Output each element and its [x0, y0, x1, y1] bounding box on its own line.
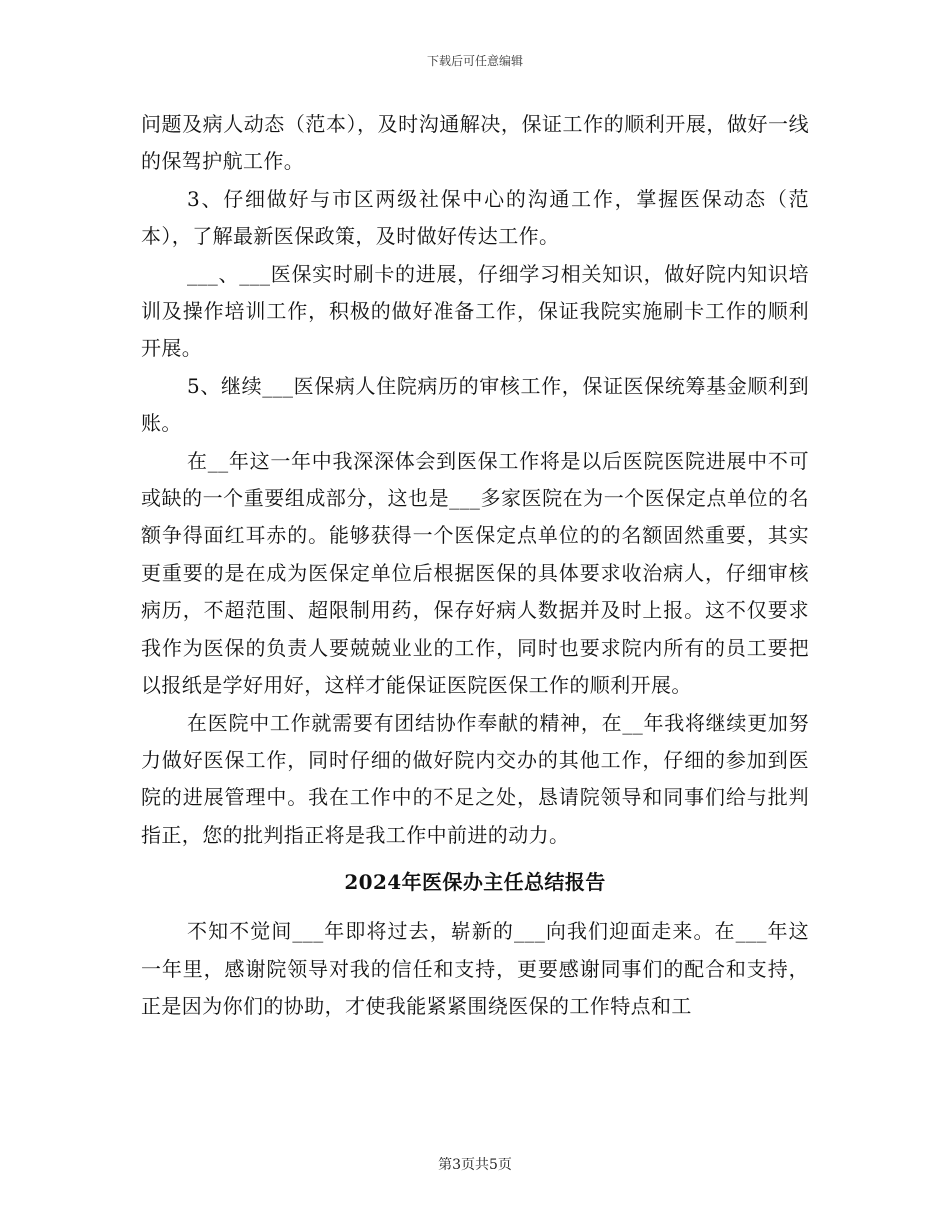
paragraph-4: 5、继续___医保病人住院病历的审核工作，保证医保统筹基金顺利到账。	[141, 373, 809, 436]
paragraph-7: 不知不觉间___年即将过去，崭新的___向我们迎面走来。在___年这一年里，感谢院领导对我的信任和支持，更要感谢同事们的配合和支持，正是因为你们的协助，才使我能紧紧围绕医保的工作特点和工	[141, 919, 809, 1018]
paragraph-6: 在医院中工作就需要有团结协作奉献的精神，在__年我将继续更加努力做好医保工作，同时仔细的做好院内交办的其他工作，仔细的参加到医院的进展管理中。我在工作中的不足之处，恳请院领导和同事们给与批判指正，您的批判指正将是我工作中前进的动力。	[141, 710, 809, 847]
paragraph-2: 3、仔细做好与市区两级社保中心的沟通工作，掌握医保动态（范本），了解最新医保政策，及时做好传达工作。	[141, 186, 809, 249]
paragraph-1: 问题及病人动态（范本），及时沟通解决，保证工作的顺利开展，做好一线的保驾护航工作。	[141, 112, 809, 174]
page-header: 下载后可任意编辑	[426, 54, 523, 68]
document-body	[141, 106, 809, 1025]
paragraph-3: ___、___医保实时刷卡的进展，仔细学习相关知识，做好院内知识培训及操作培训工作，积极的做好准备工作，保证我院实施刷卡工作的顺利开展。	[141, 261, 809, 361]
page-number: 第3页共5页	[438, 1157, 512, 1173]
section-title: 2024年医保办主任总结报告	[344, 870, 606, 895]
paragraph-5: 在__年这一年中我深深体会到医保工作将是以后医院医院进展中不可或缺的一个重要组成部分，这也是___多家医院在为一个医保定点单位的名额争得面红耳赤的。能够获得一个医保定点单位的的名额固然重要，其实更重要的是在成为医保定单位后根据医保的具体要求收治病人，仔细审核病历，不超范围、超限制用药，保存好病人数据并及时上报。这不仅要求我作为医保的负责人要兢兢业业的工作，同时也要求院内所有的员工要把以报纸是学好用好，这样才能保证医院医保工作的顺利开展。	[141, 448, 809, 698]
